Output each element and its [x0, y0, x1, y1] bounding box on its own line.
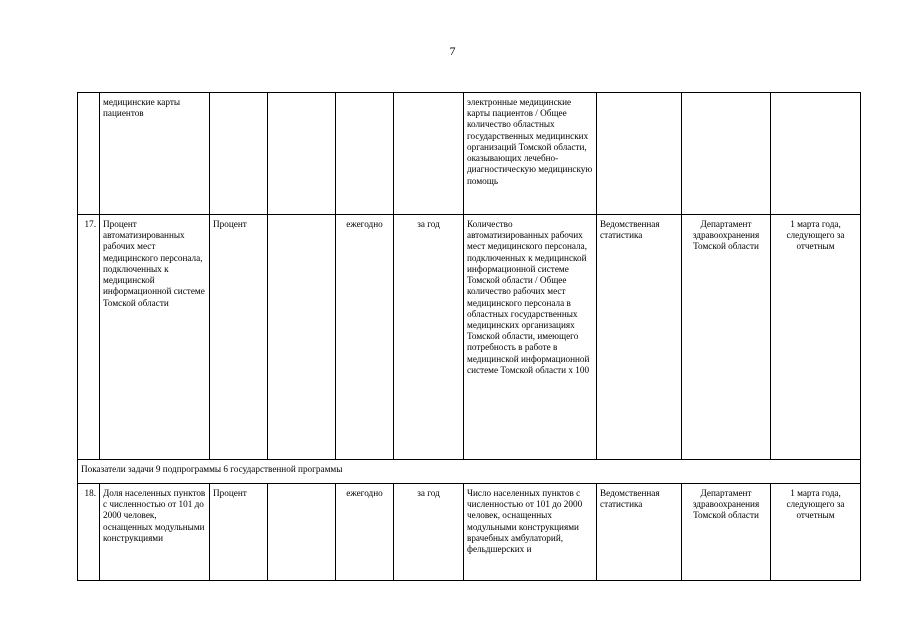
- cell-formula: Количество автоматизированных рабочих мест медицинского персонала, подключенных к медицинской информационной системе Томской области / Общее количество рабочих мест медицинского персонала в областных государственных медицинских организациях Томской области, имеющего потребность в работе в медицинской информационной системе Томской области x 100: [464, 215, 597, 460]
- cell-name: Доля населенных пунктов с численностью от 101 до 2000 человек, оснащенных модульными конструкциями: [100, 484, 210, 581]
- cell-deadline: 1 марта года, следующего за отчетным: [771, 484, 861, 581]
- cell-source: Ведомственная статистика: [597, 484, 682, 581]
- table-row-continuation: [78, 93, 861, 215]
- cell-empty: [268, 215, 336, 460]
- cell-responsible: Департамент здравоохранения Томской области: [682, 484, 771, 581]
- cell-frequency: [336, 93, 394, 215]
- cell-deadline: [771, 93, 861, 215]
- cell-source: Ведомственная статистика: [597, 215, 682, 460]
- cell-name: медицинские карты пациентов: [100, 93, 210, 215]
- cell-responsible: Департамент здравоохранения Томской области: [682, 215, 771, 460]
- section-title: Показатели задачи 9 подпрограммы 6 государственной программы: [78, 460, 861, 484]
- cell-period: [394, 93, 464, 215]
- cell-period: за год: [394, 215, 464, 460]
- cell-empty: [268, 484, 336, 581]
- cell-unit: Процент: [210, 484, 268, 581]
- cell-source: [597, 93, 682, 215]
- cell-unit: [210, 93, 268, 215]
- cell-responsible: [682, 93, 771, 215]
- cell-formula: электронные медицинские карты пациентов / Общее количество областных государственных медицинских организаций Томской области, оказывающих лечебно-диагностическую медицинскую помощь: [464, 93, 597, 215]
- cell-frequency: ежегодно: [336, 215, 394, 460]
- cell-num: 18.: [78, 484, 100, 581]
- cell-frequency: ежегодно: [336, 484, 394, 581]
- cell-period: за год: [394, 484, 464, 581]
- page-number: 7: [449, 44, 456, 58]
- cell-num: [78, 93, 100, 215]
- cell-unit: Процент: [210, 215, 268, 460]
- table-row-17: [78, 215, 861, 460]
- cell-formula: Число населенных пунктов с численностью от 101 до 2000 человек, оснащенных модульными конструкциями врачебных амбулаторий, фельдшерских и: [464, 484, 597, 581]
- cell-num: 17.: [78, 215, 100, 460]
- cell-deadline: 1 марта года, следующего за отчетным: [771, 215, 861, 460]
- cell-empty: [268, 93, 336, 215]
- section-row: [78, 460, 861, 484]
- table-row-18: [78, 484, 861, 581]
- indicators-table: [77, 92, 861, 581]
- cell-name: Процент автоматизированных рабочих мест медицинского персонала, подключенных к медицинской информационной системе Томской области: [100, 215, 210, 460]
